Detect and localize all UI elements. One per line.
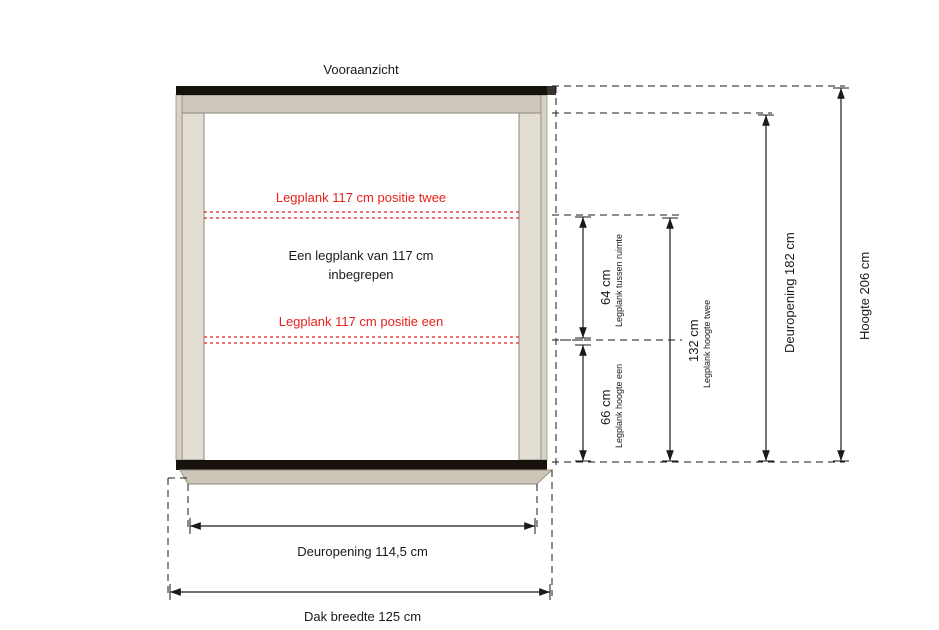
dim-roof-width <box>170 584 550 600</box>
shed-body <box>176 86 556 484</box>
dim-between-shelves-caption: Legplank tussen ruimte <box>614 233 624 327</box>
dim-roof-width-value: Dak breedte 125 cm <box>303 609 422 624</box>
dim-shelf-two-caption: Legplank hoogte twee <box>702 299 712 388</box>
dim-between-shelves-value: 64 cm <box>598 269 613 305</box>
view-title: Vooraanzicht <box>323 62 399 77</box>
shelf-included-line-2: inbegrepen <box>328 267 394 282</box>
dim-total-height <box>833 88 849 461</box>
dim-shelf-two-height <box>662 218 678 461</box>
shelf-one-label: Legplank 117 cm positie een <box>278 314 444 329</box>
dim-shelf-two-value: 132 cm <box>686 319 701 362</box>
dim-door-opening-width-value: Deuropening 114,5 cm <box>297 544 428 559</box>
dim-shelf-one-caption: Legplank hoogte een <box>614 363 624 448</box>
dim-door-opening-height-value: Deuropening 182 cm <box>782 232 797 353</box>
shelf-included-line-1: Een legplank van 117 cm <box>288 248 434 263</box>
dim-shelf-one-height <box>575 345 591 461</box>
dim-shelf-one-value: 66 cm <box>598 389 613 425</box>
dim-between-shelves <box>575 217 591 338</box>
dim-door-opening-width <box>190 518 535 534</box>
shelf-two-label: Legplank 117 cm positie twee <box>275 190 447 205</box>
dim-total-height-value: Hoogte 206 cm <box>857 251 872 340</box>
dim-door-opening-height <box>758 115 774 461</box>
